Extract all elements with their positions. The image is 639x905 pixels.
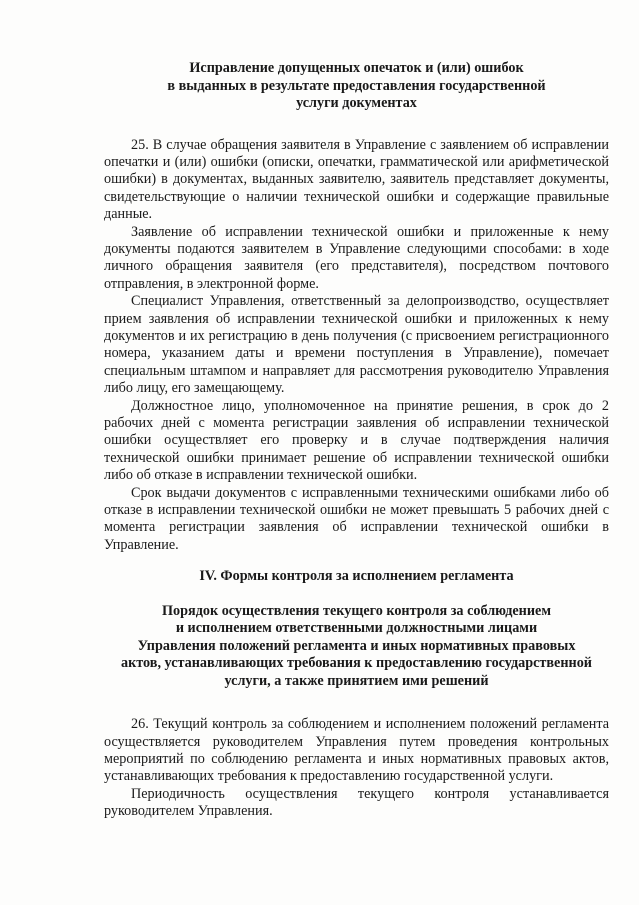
paragraph-25: 25. В случае обращения заявителя в Управление с заявлением об исправлении опечатки и (или) ошибки (описки, опечатки, грамматической или арифметической ошибки) в документах, выданных заявителю, заявитель представляет документы, свидетельствующие о наличии технической ошибки и содержащие правильные данные. xyxy=(104,136,609,223)
heading-line: Порядок осуществления текущего контроля за соблюдением xyxy=(162,602,551,619)
heading-line: Управления положений регламента и иных нормативных правовых xyxy=(137,637,576,654)
paragraph-official-decision: Должностное лицо, уполномоченное на принятие решения, в срок до 2 рабочих дней с момента регистрации заявления об исправлении технической ошибки осуществляет его проверку и в случае подтверждения наличия технической ошибки принимает решение об исправлении технической ошибки либо об отказе в исправлении технической ошибки. xyxy=(104,397,609,484)
heading-line: IV. Формы контроля за исполнением регламента xyxy=(199,568,514,585)
paragraph-specialist-registration: Специалист Управления, ответственный за делопроизводство, осуществляет прием заявления об исправлении технической ошибки и приложенных к нему документов и их регистрацию в день получения (с присвоением регистрационного номера, указанием даты и времени поступления в Управление), помечает специальным штампом и направляет для рассмотрения руководителю Управления либо лицу, его замещающему. xyxy=(104,293,609,397)
subsection-heading-current-control xyxy=(104,603,609,691)
heading-line: Исправление допущенных опечаток и (или) ошибок xyxy=(189,60,524,76)
paragraph-26: 26. Текущий контроль за соблюдением и исполнением положений регламента осуществляется руководителем Управления путем проведения контрольных мероприятий по соблюдению регламента и иных нормативных правовых актов, устанавливающих требования к предоставлению государственной услуги. xyxy=(104,716,609,785)
heading-line: услуги, а также принятием ими решений xyxy=(224,672,489,689)
section-heading-iv xyxy=(104,568,609,586)
paragraph-periodicity: Периодичность осуществления текущего контроля устанавливается руководителем Управления. xyxy=(104,785,609,820)
section-heading-corrections xyxy=(104,60,609,113)
heading-line: в выданных в результате предоставления государственной xyxy=(167,77,546,94)
paragraph-application-submission: Заявление об исправлении технической ошибки и приложенные к нему документы подаются заявителем в Управление следующими способами: в ходе личного обращения заявителя (его представителя), посредством почтового отправления, в электронной форме. xyxy=(104,223,609,292)
heading-line: актов, устанавливающих требования к предоставлению государственной xyxy=(121,655,592,672)
heading-line: и исполнением ответственными должностными лицами xyxy=(175,620,538,637)
paragraph-issue-deadline: Срок выдачи документов с исправленными техническими ошибками либо об отказе в исправлении технической ошибки не может превышать 5 рабочих дней с момента регистрации заявления об исправлении технической ошибки в Управление. xyxy=(104,484,609,553)
heading-line: услуги документах xyxy=(296,95,417,111)
